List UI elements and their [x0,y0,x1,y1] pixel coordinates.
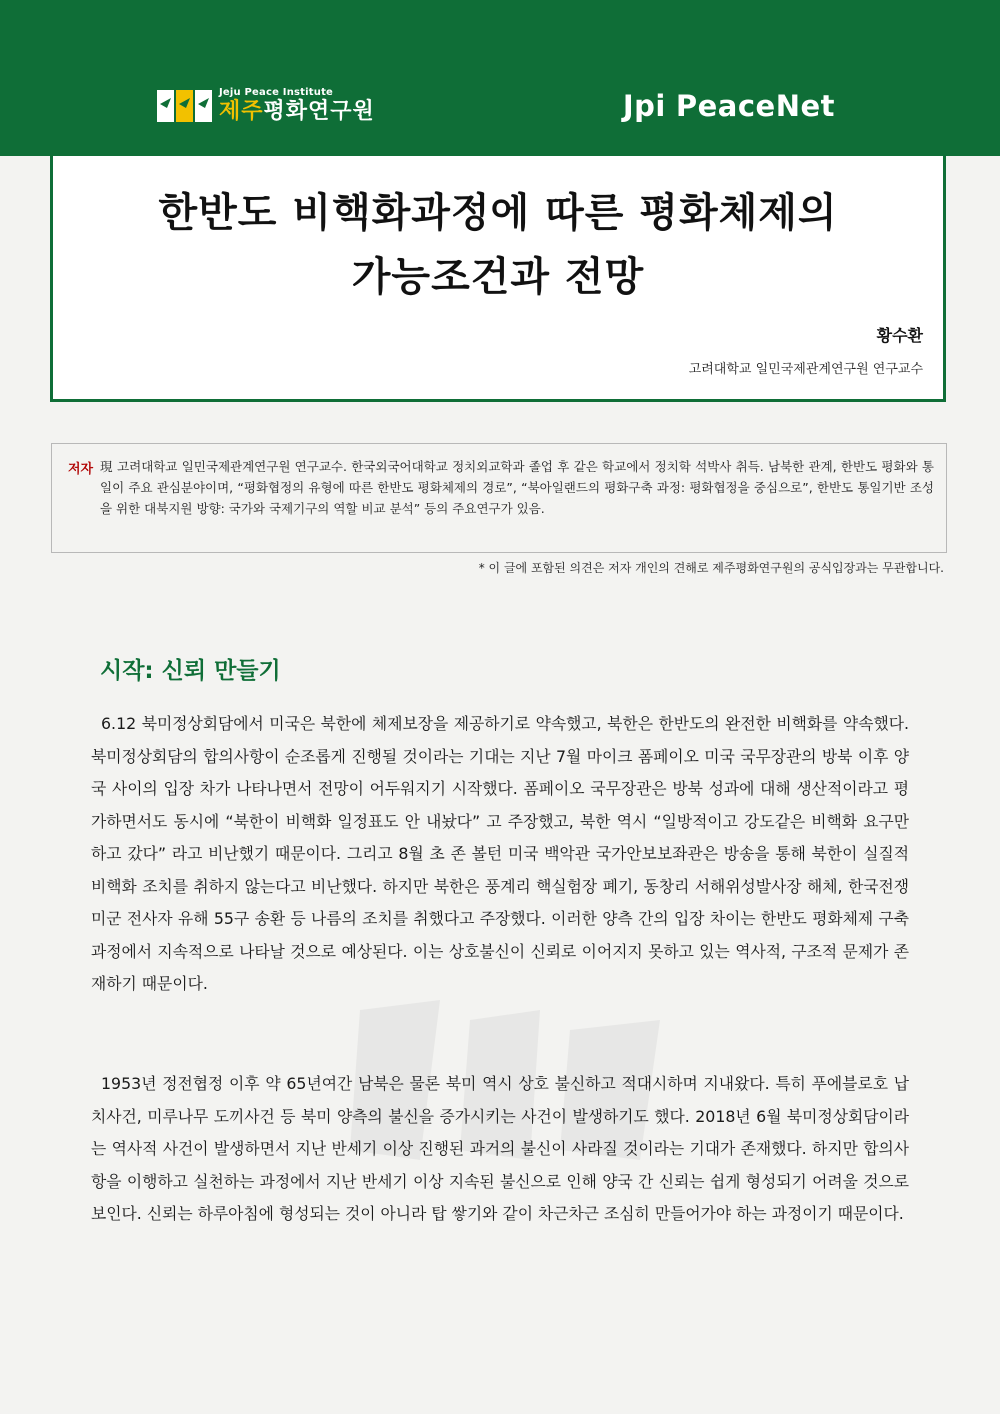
dove-logo-icon [157,86,213,126]
title-line-2: 가능조건과 전망 [351,254,645,300]
bio-text: 現 고려대학교 일민국제관계연구원 연구교수. 한국외국어대학교 정치외교학과 졸업 후 같은 학교에서 정치학 석박사 취득. 남북한 관계, 한반도 평화와 통일이 주요 관심분야이며, “평화협정의 유형에 따른 한반도 평화체제의 경로”, “북아일랜드의 평화구축 과정: 평화협정을 중심으로”, 한반도 통일기반 조성을 위한 대북지원 방향: 국가와 국제기구의 역할 비교 분석” 등의 주요연구가 있음. [100,459,934,516]
header-box [50,50,946,402]
body-paragraph: 6.12 북미정상회담에서 미국은 북한에 체제보장을 제공하기로 약속했고, 북한은 한반도의 완전한 비핵화를 약속했다. 북미정상회담의 합의사항이 순조롭게 진행될 것이라는 기대는 지난 7월 마이크 폼페이오 미국 국무장관의 방북 이후 양국 사이의 입장 차가 나타나면서 전망이 어두워지기 시작했다. 폼페이오 국무장관은 방북 성과에 대해 생산적이라고 평가하면서도 동시에 “북한이 비핵화 일정표도 안 내놨다” 고 주장했고, 북한 역시 “일방적이고 강도같은 비핵화 요구만 하고 갔다” 라고 비난했기 때문이다. 그리고 8월 초 존 볼턴 미국 백악관 국가안보보좌관은 방송을 통해 북한이 실질적 비핵화 조치를 취하지 않는다고 비난했다. 하지만 북한은 풍계리 핵실험장 폐기, 동창리 서해위성발사장 해체, 한국전쟁 미군 전사자 유해 55구 송환 등 나름의 조치를 취했다고 주장했다. 이러한 양측 간의 입장 차이는 한반도 평화체제 구축 과정에서 지속적으로 나타날 것으로 예상된다. 이는 상호불신이 신뢰로 이어지지 못하고 있는 역사적, 구조적 문제가 존재하기 때문이다. [91,714,909,993]
author-name: 황수환 [876,326,923,345]
header-banner [53,53,943,156]
section-heading: 시작: 신뢰 만들기 [100,658,281,684]
jeju-peace-institute-logo [157,86,375,126]
title-line-1: 한반도 비핵화과정에 따른 평화체제의 [158,190,838,236]
body-paragraph: 1953년 정전협정 이후 약 65년여간 남북은 물론 북미 역시 상호 불신하고 적대시하며 지내왔다. 특히 푸에블로호 납치사건, 미루나무 도끼사건 등 북미 양측의 불신을 증가시키는 사건이 발생하기도 했다. 2018년 6월 북미정상회담이라는 역사적 사건이 발생하면서 지난 반세기 이상 진행된 과거의 불신이 사라질 것이라는 기대가 존재했다. 하지만 합의사항을 이행하고 실천하는 과정에서 지난 반세기 이상 지속된 불신으로 인해 양국 간 신뢰는 쉽게 형성되기 어려울 것으로 보인다. 신뢰는 하루아침에 형성되는 것이 아니라 탑 쌓기와 같이 차근차근 조심히 만들어가야 하는 과정이기 때문이다. [91,1074,909,1223]
peacenet-logo [623,89,835,123]
author-bio-box [51,443,947,553]
author-affiliation: 고려대학교 일민국제관계연구원 연구교수 [688,362,923,377]
bio-label: 저자 [68,462,94,477]
logo-english-text: Jeju Peace Institute [219,87,334,98]
logo-korean-text: 제주평화연구원 [219,99,375,124]
document-title [53,181,943,309]
peacenet-text: PeaceNet [675,89,835,123]
jpi-mark: Jpi [622,89,666,123]
disclaimer: * 이 글에 포함된 의견은 저자 개인의 견해로 제주평화연구원의 공식입장과는 무관합니다. [478,561,944,575]
